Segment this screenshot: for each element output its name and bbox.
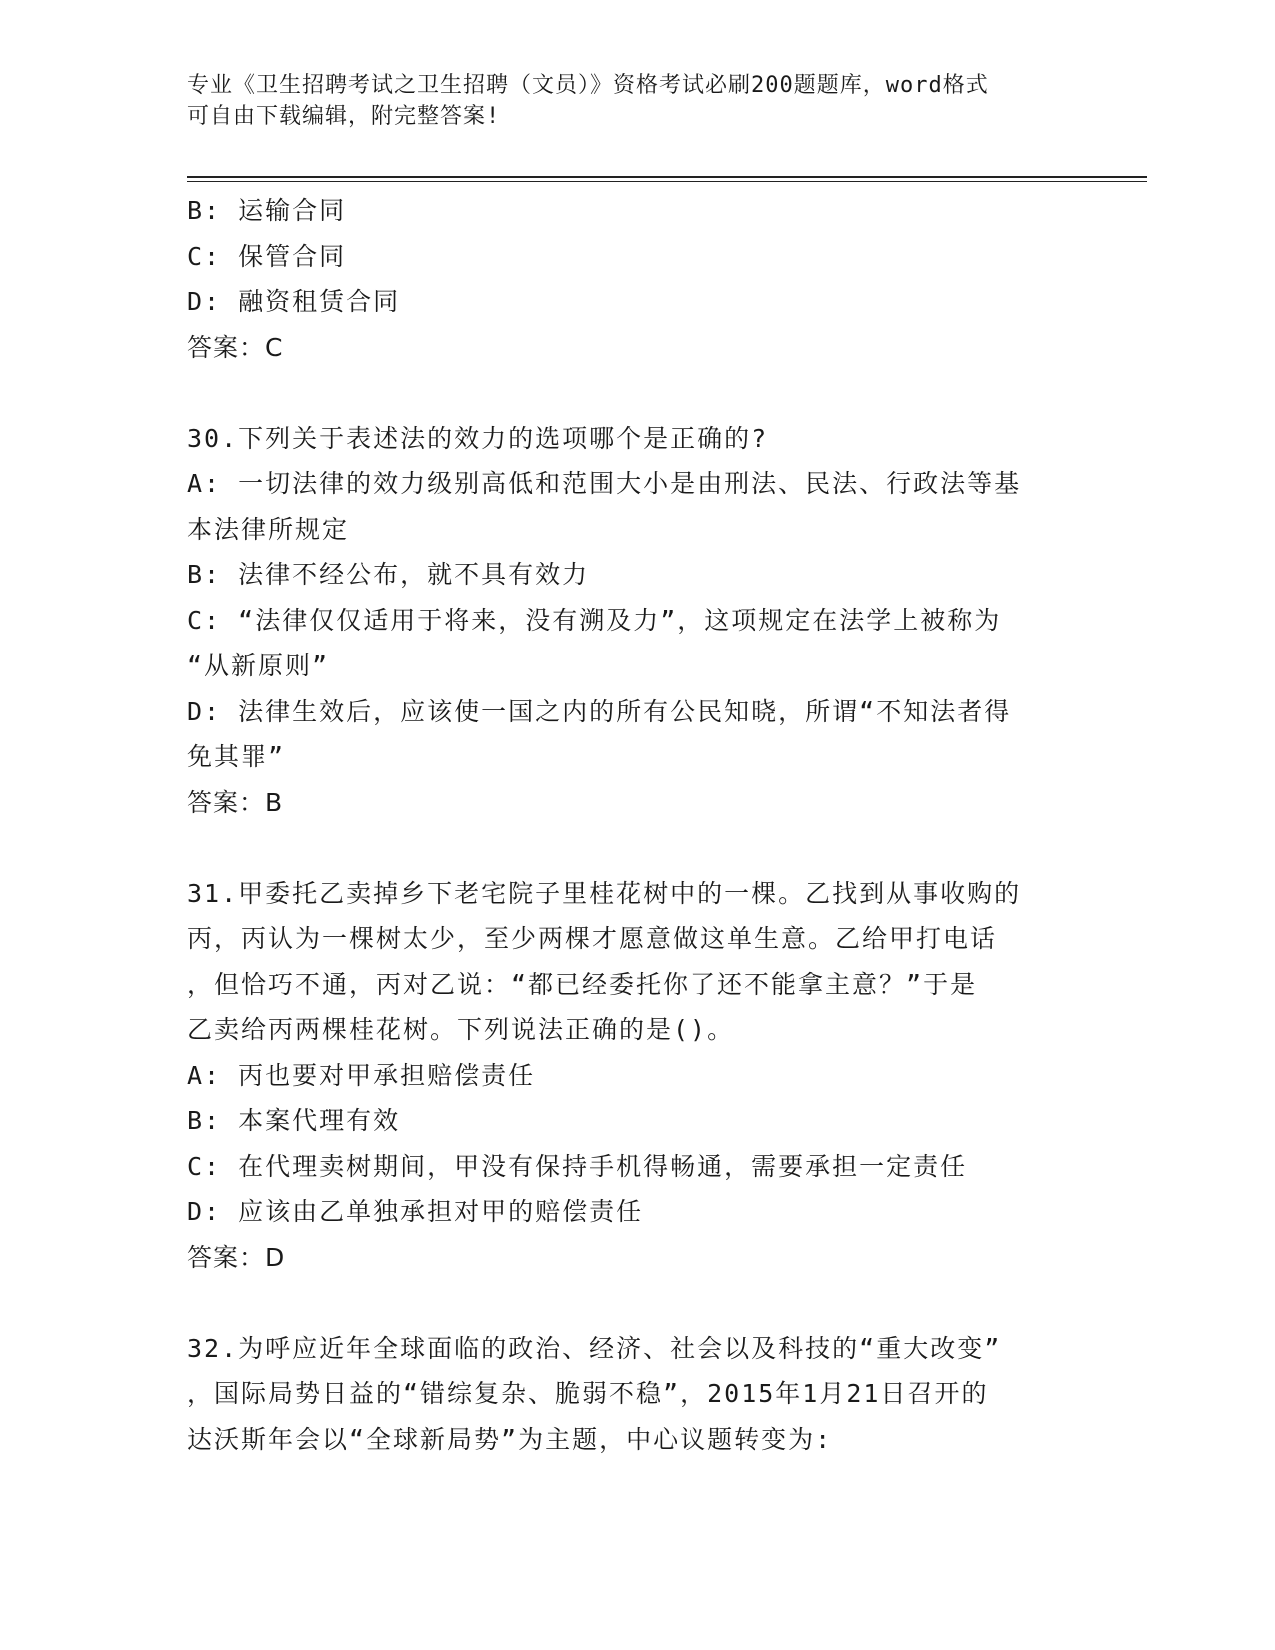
answer-line: 答案：B	[187, 787, 284, 817]
question-stem-line-3: 达沃斯年会以“全球新局势”为主题，中心议题转变为:	[187, 1424, 833, 1454]
question-stem-line-1: 32.为呼应近年全球面临的政治、经济、社会以及科技的“重大改变”	[187, 1333, 1002, 1363]
option-c: C: 保管合同	[187, 241, 347, 271]
spacer	[187, 825, 1087, 871]
option-d-line-2: 免其罪”	[187, 742, 286, 771]
question-stem: 30.下列关于表述法的效力的选项哪个是正确的?	[187, 423, 769, 453]
header-line-1: 专业《卫生招聘考试之卫生招聘（文员）》资格考试必刷200题题库，word格式	[187, 73, 989, 98]
document-header	[187, 70, 1087, 132]
answer-line: 答案：C	[187, 332, 284, 362]
answer-line: 答案：D	[187, 1242, 286, 1272]
header-line-2: 可自由下载编辑，附完整答案!	[187, 104, 501, 129]
option-a-line-2: 本法律所规定	[187, 514, 350, 544]
question-32	[187, 1326, 1087, 1463]
question-list	[187, 188, 1087, 1462]
spacer	[187, 370, 1087, 416]
option-b: B: 法律不经公布，就不具有效力	[187, 560, 590, 589]
header-rule-thick	[187, 176, 1147, 178]
question-stem-line-1: 31.甲委托乙卖掉乡下老宅院子里桂花树中的一棵。乙找到从事收购的	[187, 878, 1022, 908]
option-d: D: 应该由乙单独承担对甲的赔偿责任	[187, 1197, 644, 1226]
question-stem-line-2: 丙，丙认为一棵树太少，至少两棵才愿意做这单生意。乙给甲打电话	[187, 924, 998, 953]
question-31	[187, 871, 1087, 1281]
option-b: B: 运输合同	[187, 196, 347, 225]
option-a: A: 丙也要对甲承担赔偿责任	[187, 1060, 536, 1090]
question-stem-line-4: 乙卖给丙两棵桂花树。下列说法正确的是()。	[187, 1015, 735, 1044]
option-c-line-2: “从新原则”	[187, 651, 330, 680]
question-30	[187, 416, 1087, 826]
question-stem-line-2: ，国际局势日益的“错综复杂、脆弱不稳”，2015年1月21日召开的	[187, 1379, 989, 1408]
spacer	[187, 1280, 1087, 1326]
option-a-line-1: A: 一切法律的效力级别高低和范围大小是由刑法、民法、行政法等基	[187, 469, 1022, 498]
option-b: B: 本案代理有效	[187, 1106, 401, 1135]
option-d: D: 融资租赁合同	[187, 287, 401, 316]
option-c-line-1: C: “法律仅仅适用于将来，没有溯及力”，这项规定在法学上被称为	[187, 605, 1002, 635]
question-stem-line-3: ，但恰巧不通，丙对乙说：“都已经委托你了还不能拿主意？”于是	[187, 969, 978, 999]
option-d-line-1: D: 法律生效后，应该使一国之内的所有公民知晓，所谓“不知法者得	[187, 696, 1012, 726]
question-29-tail	[187, 188, 1087, 370]
option-c: C: 在代理卖树期间，甲没有保持手机得畅通，需要承担一定责任	[187, 1151, 968, 1181]
header-rule-thin	[187, 181, 1147, 182]
